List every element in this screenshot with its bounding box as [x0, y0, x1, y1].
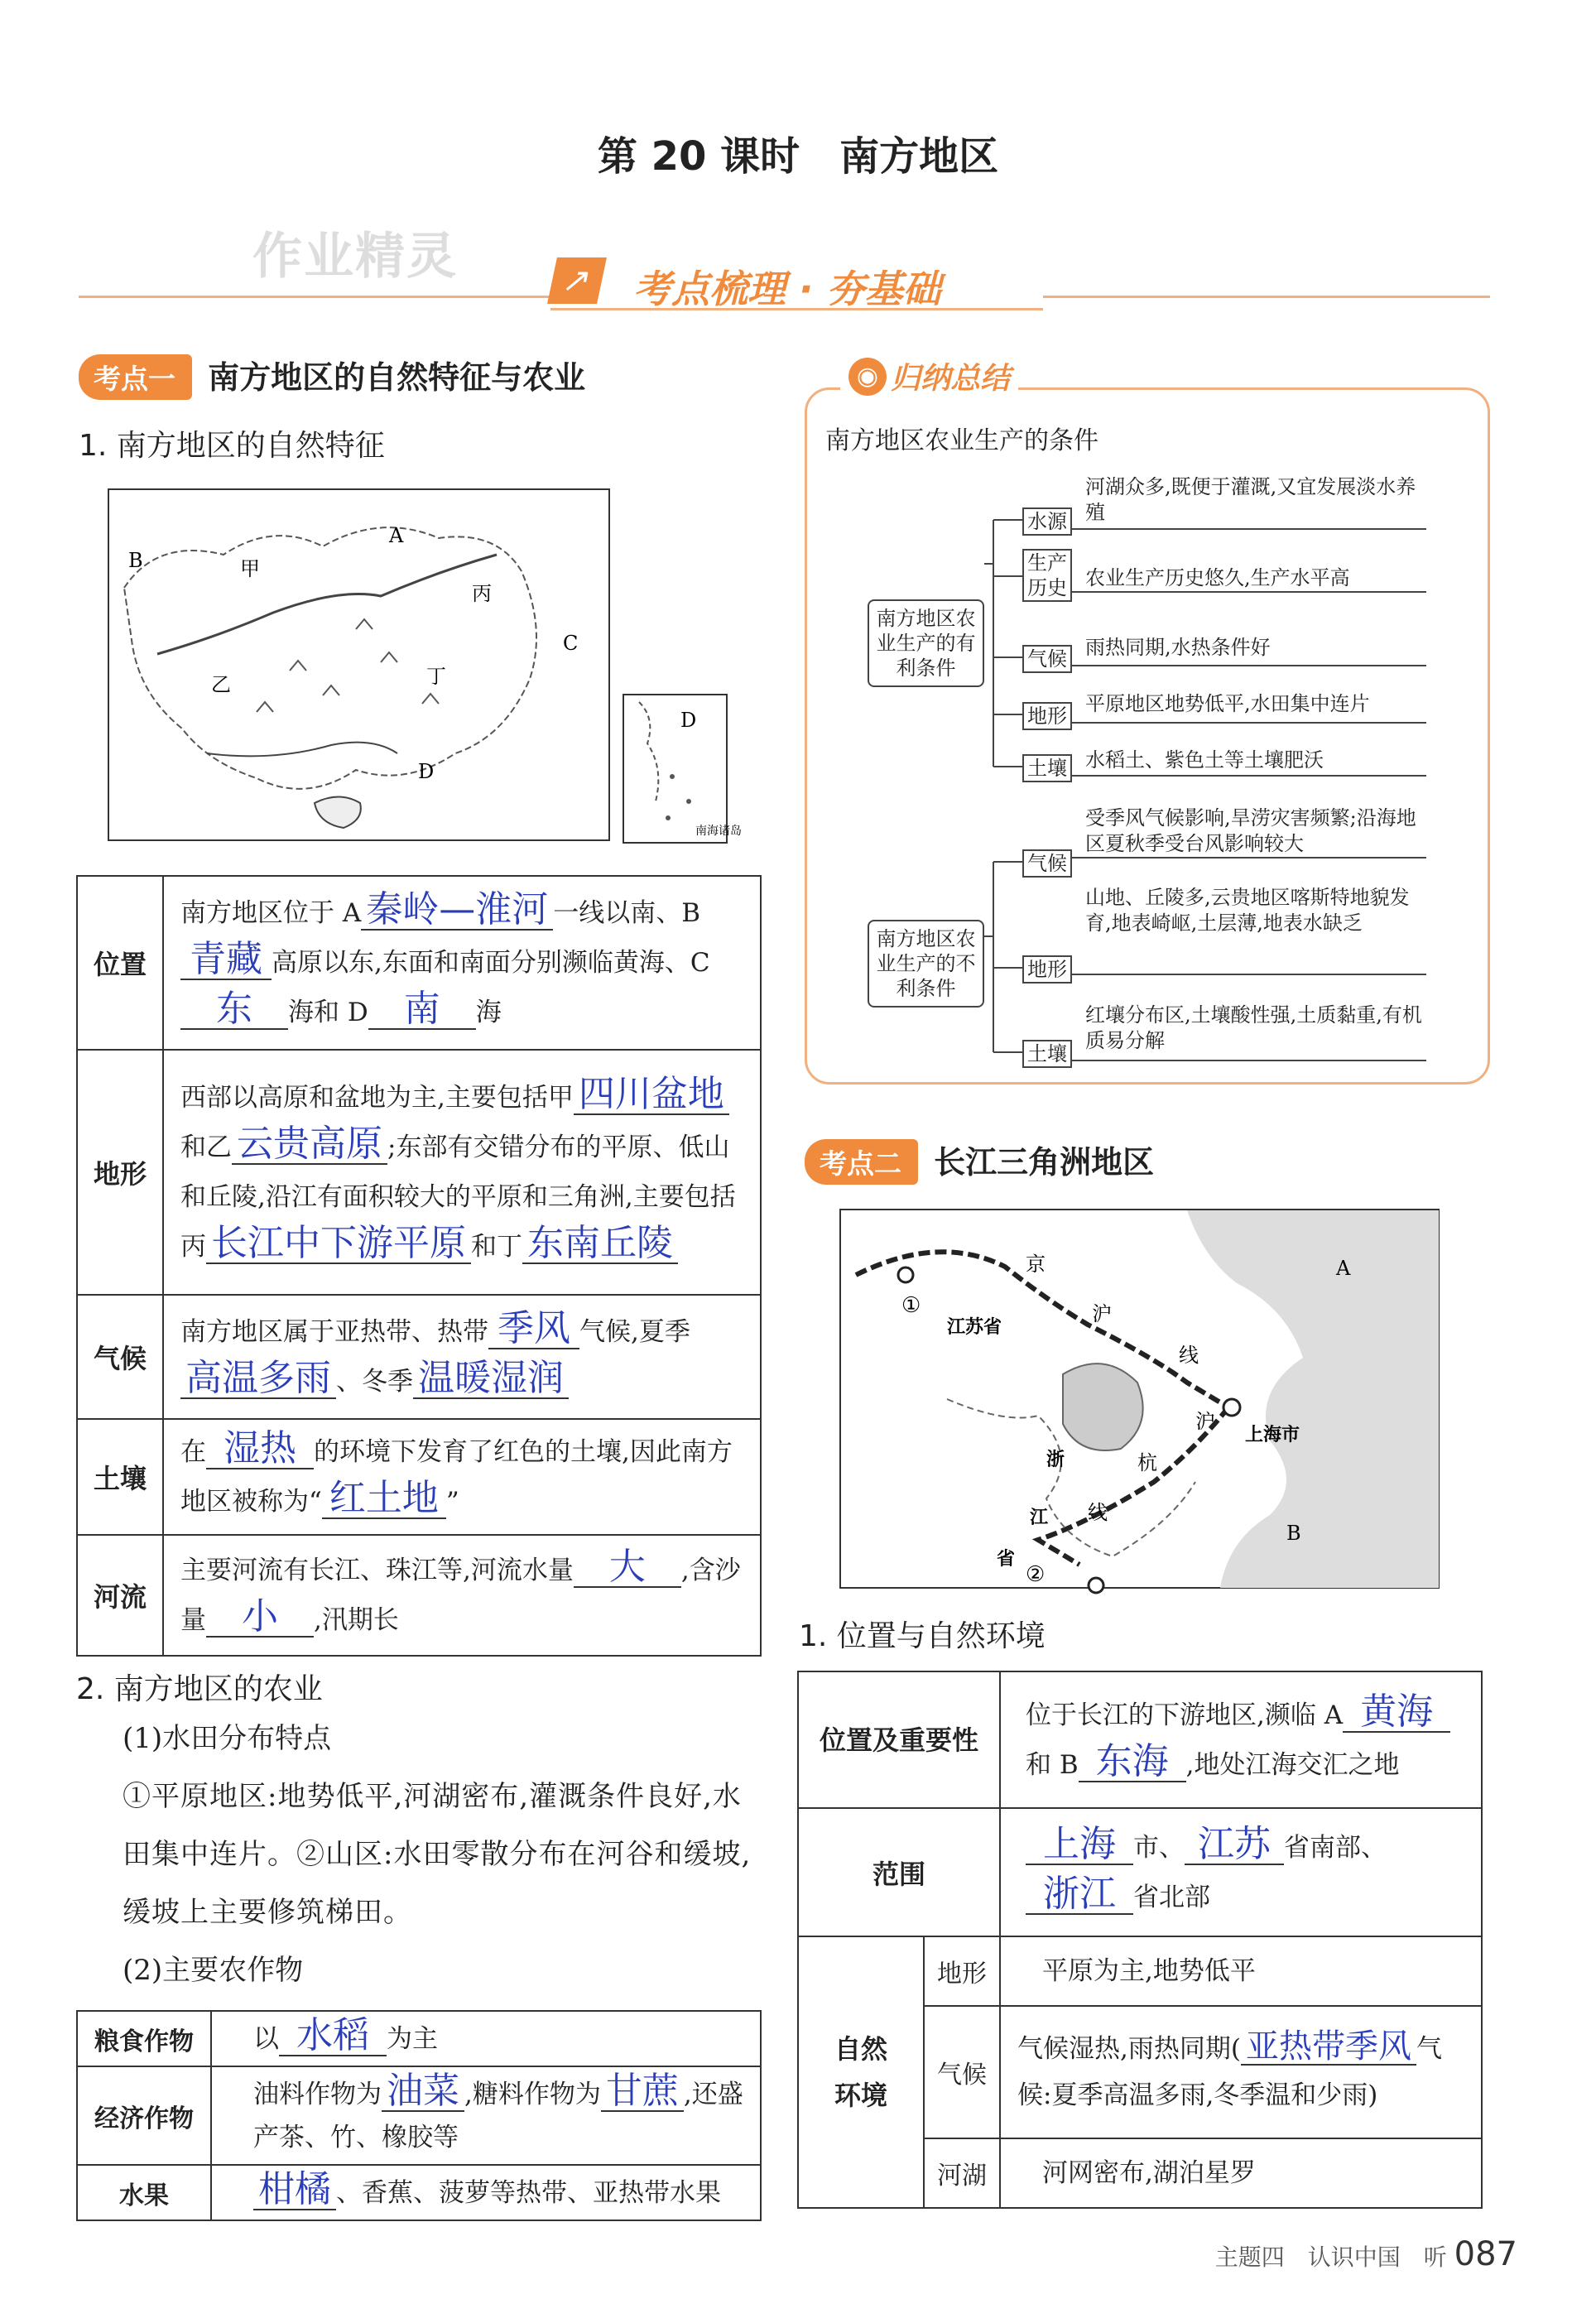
section-2-header	[805, 1137, 1154, 1185]
answer-blank: 云贵高原	[232, 1125, 387, 1165]
globe-icon: ◉	[848, 358, 887, 396]
map-label-xian: 线	[1179, 1344, 1199, 1367]
map-label-hang: 杭	[1137, 1451, 1157, 1474]
tree-tag: 生产历史	[1022, 549, 1072, 602]
row-content: 在 湿热 的环境下发育了红色的土壤,因此南方地区被称为“ 红土地 ”	[163, 1419, 761, 1535]
city-marker	[898, 1267, 913, 1282]
answer-blank: 湿热	[206, 1430, 314, 1469]
map-label-hu2: 沪	[1195, 1410, 1215, 1433]
answer-blank: 东海	[1079, 1743, 1186, 1782]
map-label-yi: 乙	[211, 673, 231, 696]
south-china-map	[108, 488, 613, 844]
row-content: 气候湿热,雨热同期( 亚热带季风 气候:夏季高温多雨,冬季温和少雨)	[1000, 2006, 1482, 2138]
footer-text: 主题四 认识中国 听	[1214, 2244, 1447, 2271]
row-label: 粮食作物	[77, 2011, 211, 2066]
map-label-jing: 京	[1026, 1253, 1046, 1276]
answer-blank: 东南丘陵	[522, 1224, 678, 1264]
summary-subtitle: 南方地区农业生产的条件	[825, 426, 1098, 455]
table-row	[798, 1808, 1482, 1936]
row-content: 上海 市、 江苏 省南部、浙江 省北部	[1000, 1808, 1482, 1936]
crops-table	[76, 2010, 762, 2221]
page-footer	[1215, 2235, 1517, 2273]
answer-blank: 甘蔗	[601, 2072, 684, 2112]
paragraph: ①平原地区:地势低平,河湖密布,灌溉条件良好,水田集中连片。②山区:水田零散分布在河谷和缓坡,缓坡上主要修筑梯田。	[123, 1780, 752, 1929]
row-content: 河网密布,湖泊星罗	[1000, 2138, 1482, 2208]
sub-label: 气候	[924, 2006, 1000, 2138]
answer-blank: 长江中下游平原	[206, 1224, 471, 1264]
sub-label: 地形	[924, 1936, 1000, 2006]
row-label: 位置	[77, 876, 163, 1050]
page-title: 第 20 课时 南方地区	[597, 133, 999, 180]
tree-tag: 地形	[1022, 702, 1072, 730]
answer-blank: 高温多雨	[180, 1359, 336, 1399]
tree-tag: 水源	[1022, 507, 1072, 536]
tree-leaf: 水稻土、紫色土等土壤肥沃	[1085, 748, 1324, 772]
paragraph: (2)主要农作物	[123, 1954, 304, 1987]
tree-tag: 气候	[1022, 645, 1072, 673]
banner-text: 考点梳理 · 夯基础	[633, 267, 941, 311]
map-label-jiang: 江	[1030, 1507, 1049, 1528]
answer-blank: 油菜	[382, 2072, 464, 2112]
tree-root-favorable: 南方地区农业生产的有利条件	[868, 599, 984, 687]
subheading: 1. 位置与自然环境	[799, 1619, 1046, 1653]
banner	[550, 252, 1043, 310]
row-content: 位于长江的下游地区,濒临 A 黄海和 B 东海 ,地处江海交汇之地	[1000, 1671, 1482, 1808]
section-1-header	[79, 352, 585, 400]
map-label-xian2: 线	[1088, 1501, 1108, 1524]
sub-label: 河湖	[924, 2138, 1000, 2208]
answer-blank: 江苏	[1185, 1825, 1284, 1865]
map-label-jia: 甲	[240, 557, 260, 580]
arrow-icon: ↗	[547, 257, 607, 304]
header-rule-left	[79, 296, 550, 298]
map-label-a: A	[389, 524, 404, 547]
row-label: 土壤	[77, 1419, 163, 1535]
table-row	[798, 1936, 1482, 2006]
map-label-1: ①	[901, 1293, 921, 1318]
answer-blank: 浙江	[1026, 1875, 1133, 1915]
south-sea-inset	[623, 694, 742, 844]
shanghai-marker	[1223, 1399, 1240, 1416]
tree-tag: 土壤	[1022, 1040, 1072, 1068]
map-label-bing: 丙	[472, 582, 492, 605]
map-label-a: A	[1336, 1257, 1351, 1280]
map-label-zhe: 浙	[1046, 1449, 1065, 1470]
row-content: 平原为主,地势低平	[1000, 1936, 1482, 2006]
tree-leaf: 河湖众多,既便于灌溉,又宜发展淡水养殖	[1085, 475, 1416, 524]
row-content: 以 水稻 为主	[211, 2011, 761, 2066]
yangtze-delta-map	[839, 1209, 1440, 1590]
summary-title: 归纳总结	[891, 362, 1011, 396]
answer-blank: 东	[180, 990, 288, 1030]
row-label: 自然环境	[798, 1936, 924, 2208]
table-row	[77, 2011, 761, 2066]
map-label-ding: 丁	[426, 665, 446, 688]
inset-label-d: D	[680, 709, 697, 732]
row-content: 西部以高原和盆地为主,主要包括甲 四川盆地和乙 云贵高原 ;东部有交错分布的平原、低山和丘陵,沿江有面积较大的平原和三角洲,主要包括丙 长江中下游平原 和丁 东南丘陵	[163, 1050, 761, 1295]
map-label-d: D	[418, 760, 435, 783]
answer-blank: 柑橘	[253, 2171, 336, 2210]
answer-blank: 南	[368, 990, 476, 1030]
section-pill: 考点二	[805, 1139, 918, 1185]
row-label: 范围	[798, 1808, 1000, 1936]
inset-caption: 南海诸岛	[695, 825, 742, 838]
map-label-c: C	[563, 632, 579, 655]
tree-tag: 气候	[1022, 849, 1072, 878]
tree-tag: 地形	[1022, 955, 1072, 984]
map-label-sheng: 省	[997, 1548, 1016, 1570]
map-label-b: B	[1286, 1522, 1301, 1545]
row-content: 南方地区属于亚热带、热带 季风 气候,夏季高温多雨 、冬季 温暖湿润	[163, 1295, 761, 1419]
row-content: 主要河流有长江、珠江等,河流水量 大 ,含沙量 小 ,汛期长	[163, 1535, 761, 1656]
section-title: 南方地区的自然特征与农业	[208, 359, 586, 396]
tree-leaf: 山地、丘陵多,云贵地区喀斯特地貌发育,地表崎岖,土层薄,地表水缺乏	[1085, 886, 1410, 935]
answer-blank: 青藏	[180, 940, 272, 980]
table-row	[77, 2066, 761, 2165]
answer-blank: 大	[574, 1548, 681, 1588]
watermark-logo: 作业精灵	[252, 228, 458, 286]
table-row	[77, 1295, 761, 1419]
row-content: 油料作物为 油菜 ,糖料作物为 甘蔗 ,还盛产茶、竹、橡胶等	[211, 2066, 761, 2165]
row-label: 水果	[77, 2165, 211, 2220]
map-label-2: ②	[1026, 1562, 1046, 1587]
row-content: 南方地区位于 A 秦岭—淮河 一线以南、B青藏 高原以东,东面和南面分别濒临黄海、C东 海和 D 南 海	[163, 876, 761, 1050]
answer-blank: 上海	[1026, 1825, 1133, 1865]
row-label: 气候	[77, 1295, 163, 1419]
answer-blank: 红土地	[322, 1479, 446, 1519]
answer-blank: 温暖湿润	[413, 1359, 569, 1399]
table-row	[77, 1050, 761, 1295]
taihu-lake	[1063, 1364, 1143, 1450]
section-title: 长江三角洲地区	[934, 1144, 1155, 1181]
answer-blank: 四川盆地	[574, 1075, 729, 1115]
natural-features-table	[76, 875, 762, 1657]
tree-leaf: 雨热同期,水热条件好	[1085, 636, 1271, 659]
table-row	[77, 1535, 761, 1656]
header-rule-right	[1043, 296, 1490, 298]
answer-blank: 季风	[488, 1310, 579, 1349]
summary-box	[805, 361, 1490, 1085]
delta-table	[797, 1671, 1483, 2209]
answer-blank: 黄海	[1343, 1693, 1450, 1733]
row-content: 柑橘 、香蕉、菠萝等热带、亚热带水果	[211, 2165, 761, 2220]
table-row	[77, 876, 761, 1050]
answer-blank: 小	[206, 1598, 314, 1638]
tree-leaf: 红壤分布区,土壤酸性强,土质黏重,有机质易分解	[1085, 1003, 1422, 1052]
row-label: 经济作物	[77, 2066, 211, 2165]
row-label: 河流	[77, 1535, 163, 1656]
map-label-b: B	[128, 549, 143, 572]
table-row	[798, 1671, 1482, 1808]
section-pill: 考点一	[79, 354, 192, 400]
page-number: 087	[1454, 2235, 1517, 2273]
tree-leaf: 受季风气候影响,旱涝灾害频繁;沿海地区夏秋季受台风影响较大	[1085, 806, 1416, 855]
tree-leaf: 农业生产历史悠久,生产水平高	[1085, 566, 1350, 589]
answer-blank: 水稻	[279, 2017, 387, 2056]
tree-tag: 土壤	[1022, 754, 1072, 782]
table-row	[77, 2165, 761, 2220]
map-label-jiangsu: 江苏省	[947, 1316, 1002, 1338]
paragraph: (1)水田分布特点	[123, 1722, 332, 1755]
answer-blank: 亚热带季风	[1241, 2029, 1416, 2066]
answer-blank: 秦岭—淮河	[361, 891, 553, 931]
row-label: 地形	[77, 1050, 163, 1295]
table-row	[77, 1419, 761, 1535]
tree-root-unfavorable: 南方地区农业生产的不利条件	[868, 920, 984, 1008]
map-label-shanghai: 上海市	[1245, 1424, 1300, 1445]
city-marker	[1089, 1578, 1103, 1593]
map-label-hu: 沪	[1092, 1302, 1112, 1325]
row-label: 位置及重要性	[798, 1671, 1000, 1808]
subheading: 1. 南方地区的自然特征	[79, 429, 385, 463]
tree-leaf: 平原地区地势低平,水田集中连片	[1085, 692, 1370, 715]
subheading: 2. 南方地区的农业	[76, 1672, 323, 1706]
